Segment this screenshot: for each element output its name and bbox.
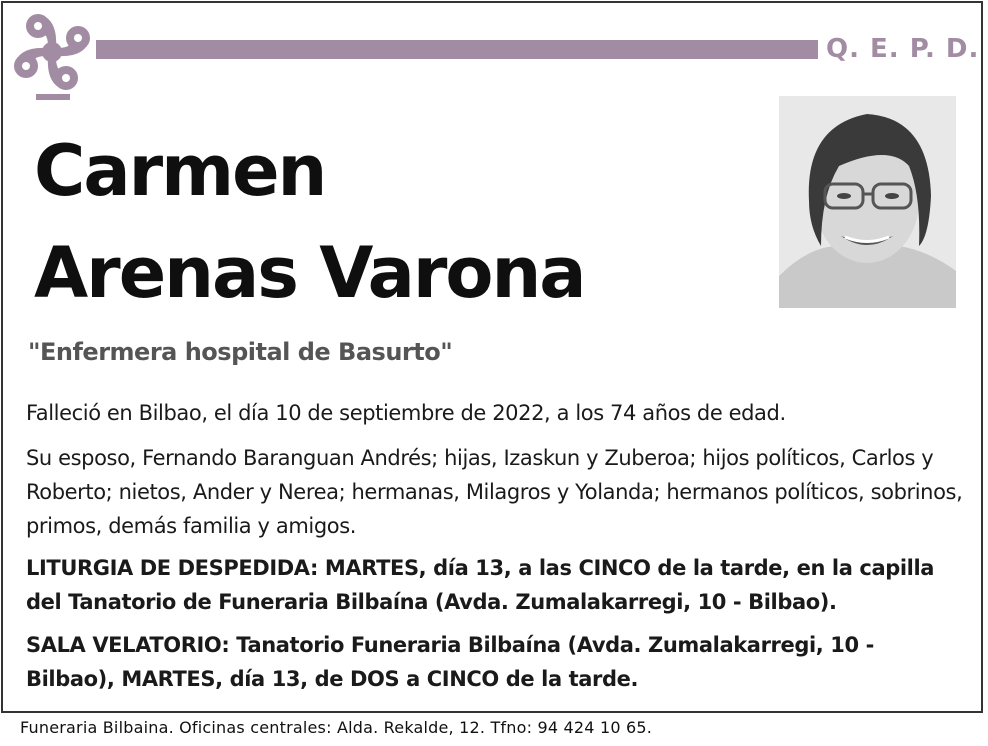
- funeral-home-footer: Funeraria Bilbaina. Oficinas centrales: Alda. Rekalde, 12. Tfno: 94 424 10 65.: [20, 718, 653, 737]
- lauburu-icon: [8, 8, 96, 104]
- occupation-tagline: "Enfermera hospital de Basurto": [28, 338, 453, 366]
- wake-notice: SALA VELATORIO: Tanatorio Funeraria Bilbaína (Avda. Zumalakarregi, 10 - Bilbao), MARTES, día 13, de DOS a CINCO de la tarde.: [26, 633, 874, 691]
- deceased-surnames: Arenas Varona: [34, 232, 585, 314]
- header-bar: [96, 40, 818, 59]
- death-notice: Falleció en Bilbao, el día 10 de septiembre de 2022, a los 74 años de edad.: [26, 401, 786, 425]
- qepd-heading: Q. E. P. D.: [826, 34, 980, 64]
- deceased-first-name: Carmen: [34, 130, 326, 212]
- liturgy-notice: LITURGIA DE DESPEDIDA: MARTES, día 13, a las CINCO de la tarde, en la capilla del Tanatorio de Funeraria Bilbaína (Avda. Zumalakarregi, 10 - Bilbao).: [26, 556, 935, 614]
- family-list: Su esposo, Fernando Baranguan Andrés; hijas, Izaskun y Zuberoa; hijos políticos, Carlos y Roberto; nietos, Ander y Nerea; hermanas, Milagros y Yolanda; hermanos políticos, sobrinos, primos, demás familia y amigos.: [26, 446, 963, 538]
- portrait-photo: [779, 96, 956, 308]
